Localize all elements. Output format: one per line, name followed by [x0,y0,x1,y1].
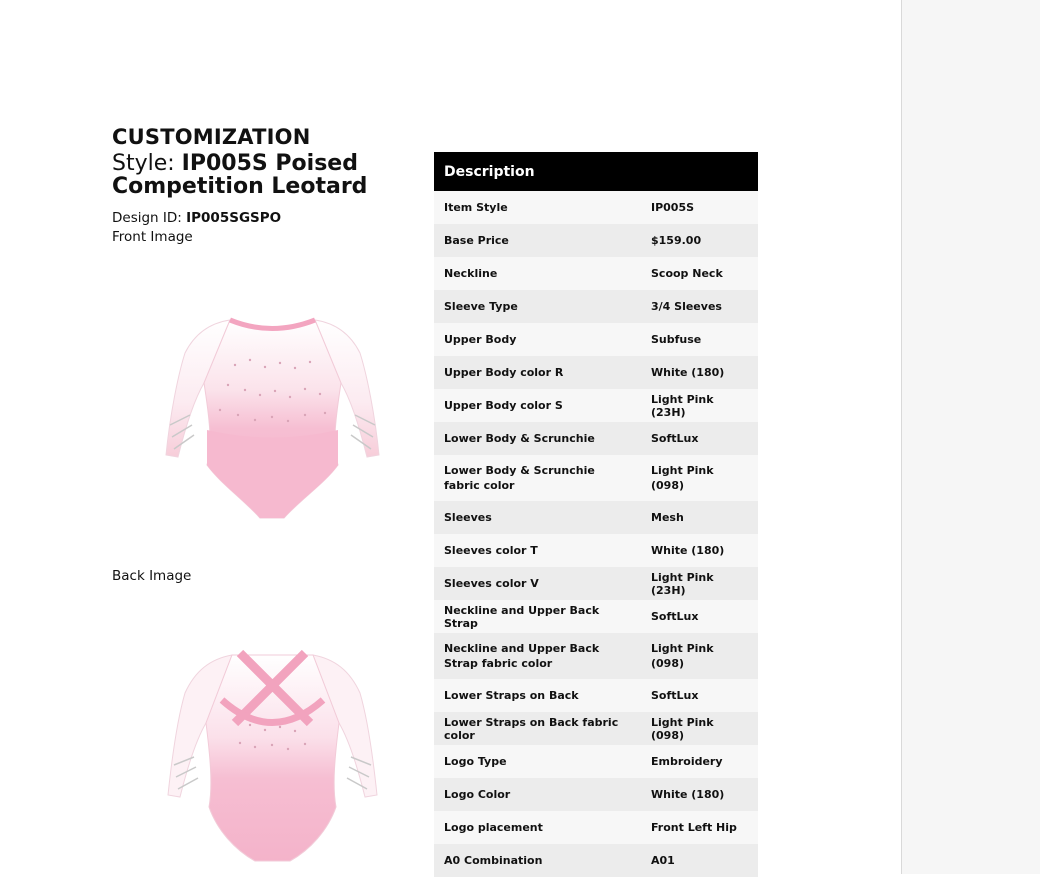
table-row [434,290,758,323]
table-row [434,745,758,778]
row-value: Scoop Neck [641,257,758,290]
table-row [434,191,758,224]
row-label: A0 Combination [434,844,641,877]
row-value: White (180) [641,778,758,811]
row-label: Lower Body & Scrunchie [434,422,641,455]
row-label: Sleeves color T [434,534,641,567]
table-row [434,501,758,534]
row-value: SoftLux [641,422,758,455]
row-value: Mesh [641,501,758,534]
table-row [434,389,758,422]
row-label: Sleeve Type [434,290,641,323]
row-value: $159.00 [641,224,758,257]
row-value: Subfuse [641,323,758,356]
row-value: Embroidery [641,745,758,778]
table-row [434,567,758,600]
row-label: Neckline [434,257,641,290]
row-value: Light Pink (23H) [641,389,758,422]
row-label: Logo Color [434,778,641,811]
front-image-label: Front Image [112,229,193,245]
row-value: Light Pink (098) [641,455,758,501]
row-value: Light Pink (098) [641,712,758,745]
table-row [434,633,758,679]
row-value: IP005S [641,191,758,224]
table-row [434,679,758,712]
table-row [434,455,758,501]
row-value: A01 [641,844,758,877]
table-row [434,224,758,257]
front-leotard-image [160,305,385,530]
row-value: Front Left Hip [641,811,758,844]
design-id [112,210,412,226]
row-value: Light Pink (23H) [641,567,758,600]
customization-header [112,125,412,245]
page-title: CUSTOMIZATION [112,125,311,149]
description-table [434,152,758,877]
row-label: Sleeves [434,501,641,534]
row-label: Lower Body & Scrunchie fabric color [434,455,641,501]
row-value: Light Pink (098) [641,633,758,679]
table-row [434,712,758,745]
style-title [112,152,412,198]
row-label: Base Price [434,224,641,257]
row-label: Upper Body [434,323,641,356]
table-row [434,323,758,356]
row-value: White (180) [641,534,758,567]
row-label: Lower Straps on Back [434,679,641,712]
table-row [434,356,758,389]
side-panel [901,0,1040,874]
row-value: SoftLux [641,679,758,712]
back-image-label: Back Image [112,568,192,584]
table-row [434,422,758,455]
table-row [434,811,758,844]
style-code: IP005S Poised [181,151,358,176]
row-label: Neckline and Upper Back Strap [434,600,641,633]
table-row [434,534,758,567]
table-row [434,257,758,290]
row-label: Upper Body color R [434,356,641,389]
row-label: Sleeves color V [434,567,641,600]
design-id-prefix: Design ID: [112,210,187,226]
back-leotard-image [160,645,385,870]
table-row [434,844,758,877]
row-value: White (180) [641,356,758,389]
table-title: Description [434,152,758,191]
row-label: Logo Type [434,745,641,778]
row-value: 3/4 Sleeves [641,290,758,323]
style-prefix: Style: [112,151,182,176]
table-row [434,778,758,811]
row-label: Lower Straps on Back fabric color [434,712,641,745]
design-id-value: IP005SGSPO [186,210,282,226]
table-body [434,191,758,877]
style-name: Competition Leotard [112,174,368,199]
row-label: Item Style [434,191,641,224]
row-label: Upper Body color S [434,389,641,422]
table-row [434,600,758,633]
row-label: Neckline and Upper Back Strap fabric color [434,633,641,679]
row-value: SoftLux [641,600,758,633]
row-label: Logo placement [434,811,641,844]
